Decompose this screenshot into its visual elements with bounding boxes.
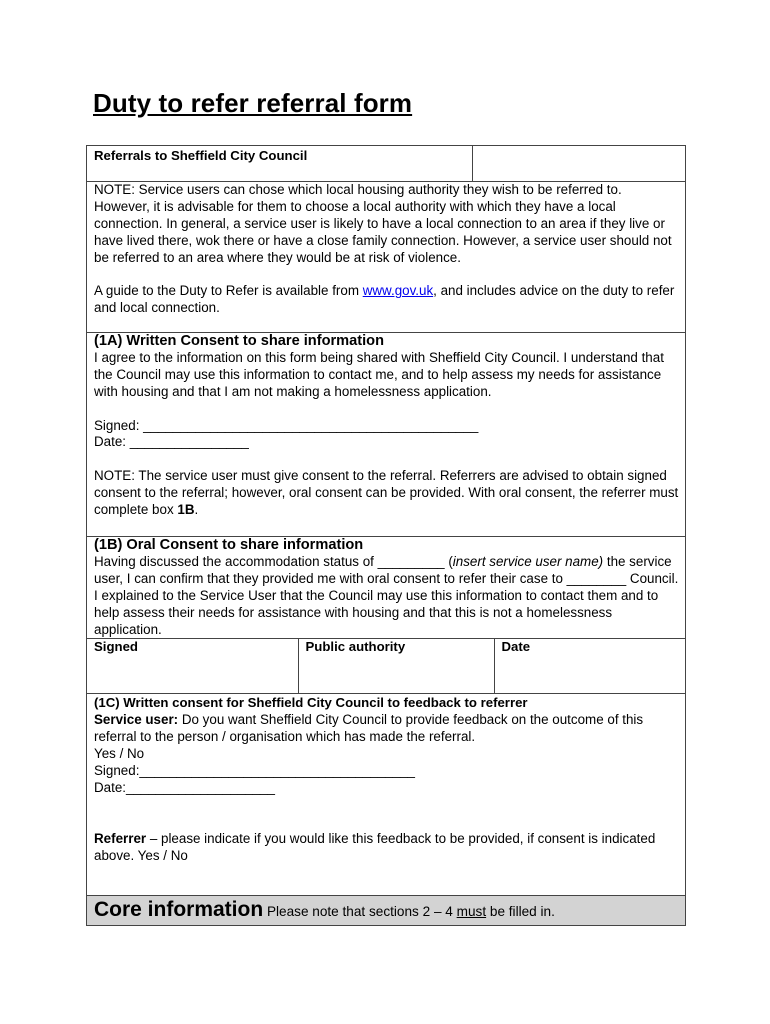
- referrals-header: Referrals to Sheffield City Council: [94, 148, 308, 163]
- section-1a-date-field[interactable]: Date: ________________: [94, 434, 249, 450]
- service-user-label: Service user:: [94, 712, 179, 728]
- section-1c-cell: [87, 694, 686, 896]
- signature-table: [87, 639, 686, 693]
- section-1b-text-italic: insert service user name): [452, 553, 604, 569]
- core-info-note: Please note that sections 2 – 4: [263, 904, 457, 920]
- service-user-text: Do you want Sheffield City Council to provide feedback on the outcome of this referral to the person / organisation which has made the referral.: [94, 712, 644, 745]
- section-1b-text-1: Having discussed the accommodation status of _________ (: [94, 553, 453, 569]
- section-1a-note: [94, 468, 679, 519]
- section-1c-service-user: [94, 712, 679, 746]
- section-1a-cell: [87, 333, 686, 537]
- core-info-row: [87, 896, 686, 926]
- note-cell: [87, 182, 686, 333]
- gov-uk-link[interactable]: www.gov.uk: [362, 283, 434, 299]
- section-1a-body: I agree to the information on this form being shared with Sheffield City Council. I understand that the Council may use this information to contact me, and to help assess my needs for assistance with housing and that I am not making a homelessness application.: [94, 349, 664, 399]
- page-title: Duty to refer referral form: [93, 88, 413, 118]
- public-authority-cell[interactable]: [298, 639, 494, 693]
- section-1a-heading: (1A) Written Consent to share information: [94, 333, 384, 349]
- referrals-row: [87, 146, 686, 182]
- signed-cell[interactable]: [87, 639, 298, 693]
- guide-text-before: A guide to the Duty to Refer is available from: [94, 283, 363, 299]
- section-1c-signed-field[interactable]: Signed:_____________________________________: [94, 763, 415, 779]
- date-cell[interactable]: [494, 639, 686, 693]
- section-1c-referrer: [94, 831, 679, 865]
- section-1b-cell: [87, 537, 686, 639]
- section-1a-note-end: .: [194, 502, 199, 518]
- section-1b-signature-row: [87, 639, 686, 694]
- referrals-empty-cell[interactable]: [473, 146, 686, 182]
- note-row: [87, 182, 686, 333]
- section-1c-yes-no[interactable]: Yes / No: [94, 746, 145, 762]
- section-1b-body: [94, 554, 679, 639]
- referrer-text: – please indicate if you would like this feedback to be provided, if consent is indicated above. Yes / No: [94, 830, 656, 863]
- guide-text-after: , and includes advice on the duty to refer and local connection.: [94, 283, 675, 316]
- section-1c-row: [87, 694, 686, 896]
- section-1b-row: [87, 537, 686, 639]
- core-info-bar: [87, 896, 686, 926]
- core-info-note-end: be filled in.: [486, 904, 555, 920]
- guide-paragraph: [94, 283, 679, 317]
- section-1a-note-text: NOTE: The service user must give consent to the referral. Referrers are advised to obtain signed consent to the referral; however, oral consent can be provided. With oral consent, the referrer must complete box: [94, 468, 679, 518]
- core-info-heading: Core information: [94, 898, 264, 922]
- signed-label: Signed: [94, 639, 138, 655]
- section-1b-signature-cell: [87, 639, 686, 694]
- section-1b-text-2: the service user, I can confirm that they provided me with oral consent to refer their case to ________ Council. I explained to the Service User that the Council may use this information to contact them and to help assess their needs for assistance with housing and that this is not a homelessness application.: [94, 553, 679, 637]
- public-authority-label: Public authority: [305, 639, 406, 655]
- section-1a-note-box-ref: 1B: [177, 502, 195, 518]
- referrer-label: Referrer: [94, 830, 147, 846]
- referral-form-table: [86, 145, 686, 926]
- section-1a-signed-field[interactable]: Signed: _____________________________________________: [94, 417, 479, 433]
- section-1c-date-field[interactable]: Date:____________________: [94, 779, 275, 795]
- section-1a-row: [87, 333, 686, 537]
- date-label: Date: [501, 639, 531, 655]
- section-1c-heading: (1C) Written consent for Sheffield City Council to feedback to referrer: [94, 695, 528, 711]
- referrals-header-cell: [87, 146, 473, 182]
- core-info-must: must: [456, 904, 487, 920]
- section-1b-heading: (1B) Oral Consent to share information: [94, 537, 364, 553]
- note-text: NOTE: Service users can chose which local housing authority they wish to be referred to. However, it is advisable for them to choose a local authority with which they have a local connection. In general, a service user is likely to have a local connection to an area if they live or have lived there, wok there or have a close family connection. However, a service user should not be referred to an area where they would be at risk of violence.: [94, 182, 672, 265]
